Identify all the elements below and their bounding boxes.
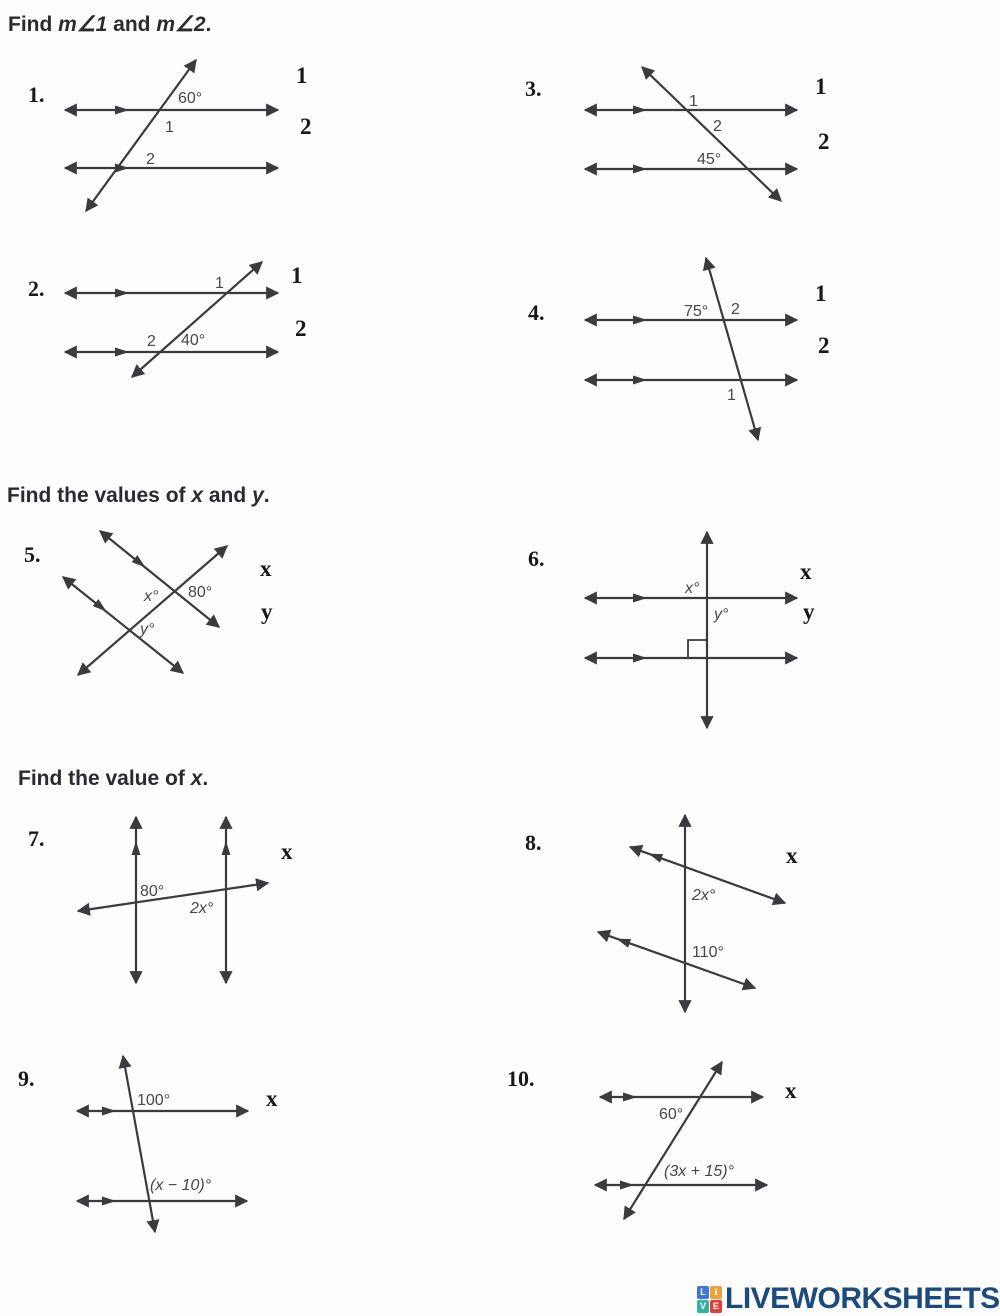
parallel-line-1 (100, 531, 219, 627)
angle-label: 2 (147, 333, 156, 350)
diagram-problem-8 (575, 800, 855, 1025)
heading-math: m∠1 (58, 13, 108, 36)
heading-text: Find the values of (7, 484, 192, 507)
angle-label: (3x + 15)° (664, 1163, 734, 1180)
heading-text: and (107, 13, 157, 36)
angle-label: 2x° (692, 887, 716, 904)
angle-label: 1 (689, 93, 698, 110)
angle-label: 60° (659, 1106, 684, 1123)
heading-text: . (202, 767, 209, 790)
transversal-line (132, 262, 262, 377)
angle-label: 75° (684, 303, 709, 320)
angle-label: y° (714, 606, 729, 623)
answer-label-x: x (281, 839, 293, 864)
angle-label: 40° (181, 332, 206, 349)
liveworksheets-logo-icon (697, 1286, 722, 1313)
heading-math: x (190, 767, 203, 790)
parallel-mark-icon (647, 849, 663, 862)
logo-tile-i: I (710, 1286, 722, 1299)
diagram-problem-9 (55, 1045, 315, 1240)
brand-name: LIVEWORKSHEETS (725, 1282, 1000, 1315)
angle-label: 2 (731, 301, 740, 318)
diagram-problem-1 (55, 50, 305, 225)
problem-number-10: 10. (507, 1066, 535, 1091)
problem-number-8: 8. (525, 830, 542, 855)
problem-number-1: 1. (28, 82, 45, 107)
answer-label-x: x (786, 843, 798, 868)
angle-label: x° (685, 580, 700, 597)
angle-label: 110° (692, 944, 724, 961)
logo-tile-e: E (710, 1300, 722, 1313)
diagram-problem-10 (575, 1045, 845, 1240)
transversal-line (86, 60, 196, 211)
parallel-mark-icon (615, 934, 631, 947)
angle-label: 1 (727, 387, 736, 404)
right-angle-mark (688, 640, 707, 658)
heading-text: Find (8, 13, 59, 36)
transversal-line (123, 1056, 155, 1232)
answer-label-x: x (785, 1078, 797, 1103)
parallel-mark-icon (115, 289, 129, 298)
parallel-mark-icon (102, 1107, 116, 1116)
heading-text: . (205, 13, 212, 36)
angle-label: (x − 10)° (150, 1177, 212, 1194)
parallel-mark-icon (633, 376, 647, 385)
section-heading-3 (18, 767, 208, 791)
parallel-mark-icon (115, 348, 129, 357)
answer-label-1: 1 (296, 63, 308, 88)
answer-label-1: 1 (815, 281, 827, 306)
angle-label: 2 (713, 118, 722, 135)
answer-label-x: x (266, 1086, 278, 1111)
answer-label-2: 2 (300, 114, 312, 139)
logo-tile-v: V (697, 1300, 709, 1313)
parallel-mark-icon (623, 1093, 637, 1102)
angle-label: 1 (215, 275, 224, 292)
logo-tile-l: L (697, 1286, 709, 1299)
parallel-mark-icon (222, 841, 231, 855)
problem-number-4: 4. (528, 300, 545, 325)
problem-number-6: 6. (528, 546, 545, 571)
diagram-problem-6 (575, 520, 845, 740)
parallel-mark-icon (633, 165, 647, 174)
parallel-mark-icon (102, 1197, 116, 1206)
parallel-mark-icon (633, 654, 647, 663)
problem-number-9: 9. (18, 1066, 35, 1091)
heading-math: y (252, 484, 264, 507)
heading-text: and (203, 484, 253, 507)
problem-number-3: 3. (525, 76, 542, 101)
answer-label-x: x (260, 556, 272, 581)
heading-text: . (263, 484, 270, 507)
answer-label-2: 2 (818, 129, 830, 154)
angle-label: 60° (178, 90, 203, 107)
answer-label-x: x (800, 559, 812, 584)
parallel-mark-icon (620, 1181, 634, 1190)
angle-label: 45° (697, 151, 722, 168)
answer-label-2: 2 (818, 333, 830, 358)
angle-label: 80° (188, 584, 213, 601)
diagram-problem-4 (575, 248, 845, 453)
parallel-mark-icon (633, 316, 647, 325)
heading-text: Find the value of (18, 767, 191, 790)
transversal-line (78, 546, 227, 675)
diagram-problem-2 (55, 245, 305, 395)
angle-label: 80° (140, 883, 165, 900)
answer-label-y: y (261, 599, 273, 624)
diagram-problem-7 (55, 805, 315, 995)
problem-number-7: 7. (28, 826, 45, 851)
parallel-mark-icon (115, 106, 129, 115)
heading-math: x (191, 484, 204, 507)
transversal-line (642, 67, 781, 201)
parallel-mark-icon (132, 841, 141, 855)
parallel-mark-icon (633, 106, 647, 115)
transversal-line (78, 883, 268, 911)
angle-label: 2x° (190, 900, 214, 917)
answer-label-2: 2 (295, 316, 307, 341)
parallel-line-2 (63, 577, 183, 673)
parallel-mark-icon (633, 594, 647, 603)
angle-label: 2 (146, 151, 155, 168)
section-heading-1 (8, 12, 211, 37)
problem-number-5: 5. (24, 542, 41, 567)
answer-label-y: y (803, 599, 815, 624)
transversal-line (624, 1062, 722, 1219)
angle-label: x° (144, 588, 159, 605)
diagram-problem-3 (575, 50, 845, 225)
liveworksheets-logo (697, 1283, 1000, 1315)
transversal-line (706, 258, 758, 440)
problem-number-2: 2. (28, 276, 45, 301)
answer-label-1: 1 (815, 74, 827, 99)
angle-label: 1 (165, 119, 174, 136)
heading-math: m∠2 (156, 13, 206, 36)
angle-label: 100° (137, 1092, 171, 1109)
answer-label-1: 1 (291, 263, 303, 288)
angle-label: y° (140, 621, 155, 638)
section-heading-2 (7, 484, 270, 508)
